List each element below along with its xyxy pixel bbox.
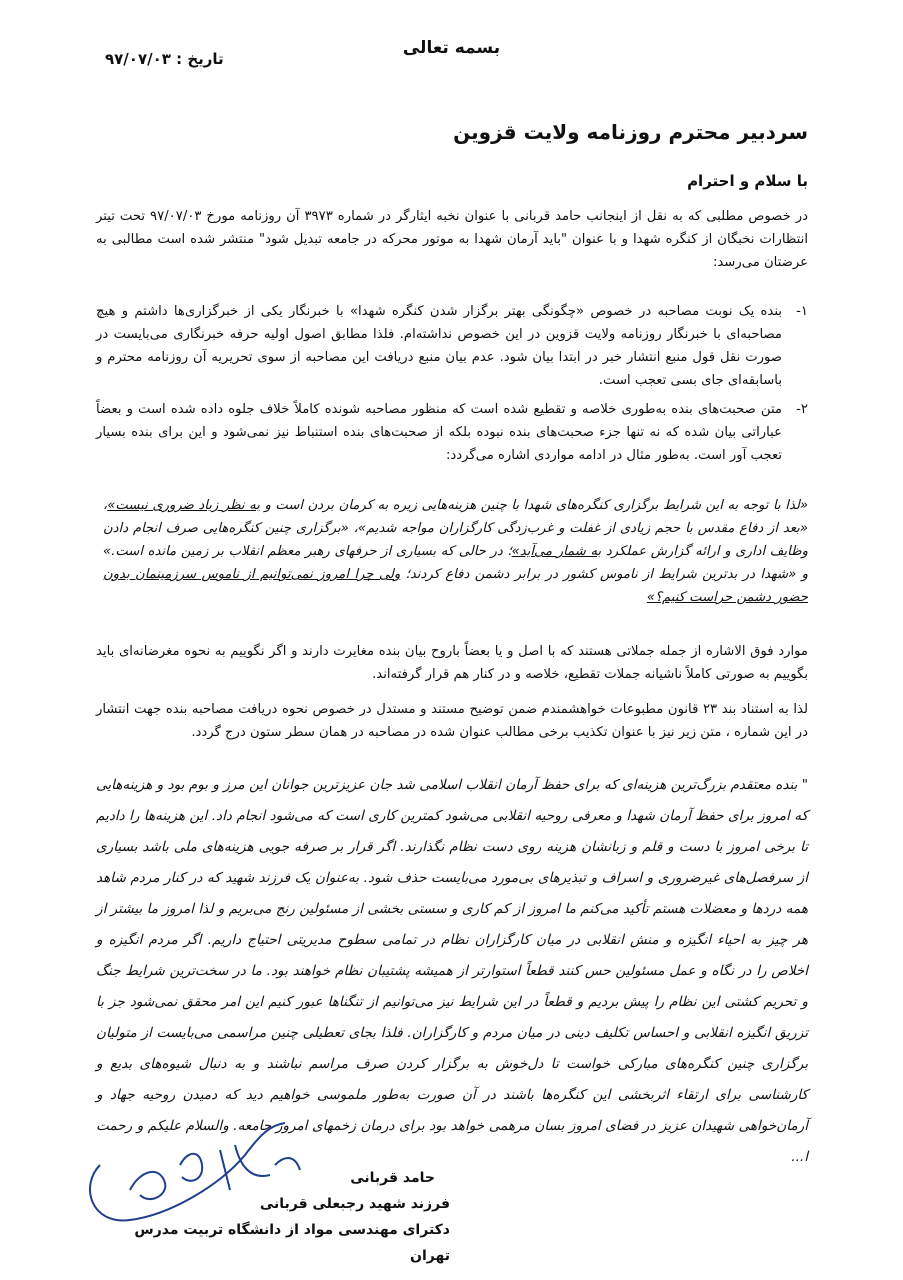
list-item-2	[96, 398, 808, 467]
quoted-excerpts	[103, 494, 808, 609]
greeting: با سلام و احترام	[687, 172, 808, 190]
quote-segment: ، «بعد از دفاع مقدس با حجم زیادی از غفلت و غرب‌زدگی کارگزاران مواجه شدیم»، «برگزاری چنین کنگره‌هایی صرف انجام دادن وظایف اداری و ارائه گزارش عملکرد	[103, 498, 809, 559]
date-value: ۹۷/۰۷/۰۳	[105, 50, 171, 68]
list-item-1	[96, 300, 808, 392]
basmala-heading: بسمه تعالی	[402, 38, 501, 58]
signer-relation: فرزند شهید رجبعلی قربانی	[259, 1196, 450, 1212]
after-quote-paragraph: موارد فوق الاشاره از جمله جملاتی هستند که با اصل و یا بعضاً باروح بیان بنده مغایرت دارند و اگر نگوییم به نحوه مغرضانه‌ای باید بگوییم به صورتی کاملاً ناشیانه جملات تقطیع، خلاصه و در کنار هم قرار گرفته‌اند.	[96, 644, 808, 682]
quote-segment: ؛ در حالی که بسیاری از حرفهای رهبر معظم انقلاب بر زمین مانده است.» و «شهدا در بدترین شرایط از ناموس کشور در برابر دشمن دفاع کردند؛	[103, 544, 808, 582]
list-item-number: ۱-	[796, 304, 808, 319]
quote-segment: «لذا با توجه به این شرایط برگزاری کنگره‌های شهدا با چنین هزینه‌هایی زیره به کرمان بردن است و	[259, 498, 808, 513]
signer-name: حامد قربانی	[350, 1170, 435, 1186]
correction-statement: " بنده معتقدم بزرگ‌ترین هزینه‌ای که برای حفظ آرمان انقلاب اسلامی شد جان عزیزترین جوانان این مرز و بوم بود و هزینه‌هایی که امروز برای حفظ آرمان شهدا و معرفی روحیه انقلابی می‌شود کمترین کاری است که می‌شود انجام داد. این هزینه‌ها را دادیم تا برخی امروز با دست و قلم و زبانشان هزینه روی دست نظام نگذارند. اگر قرار بر صرفه جویی هزینه‌های ملی باشد بسیاری از سرفصل‌های غیرضروری و اسراف و تبذیرهای بی‌مورد می‌بایست حذف شود. به‌عنوان یک فرزند شهید که در کنار مردم شاهد همه دردها و معضلات هستم تأکید می‌کنم ما امروز از کم کاری و سستی بخشی از مسئولین رنج می‌بریم و لذا امروز ما بیشتر از هر چیز به احیاء انگیزه و منش انقلابی در میان کارگزاران نظام در تمامی سطوح مدیریتی احتیاج داریم. اگر مردم انگیزه و اخلاص را در نگاه و عمل مسئولین حس کنند قطعاً استوارتر از همیشه پشتیبان نظام خواهند بود. ما در سخت‌ترین شرایط جنگ و تحریم کشتی این نظام را پیش بردیم و قطعاً در این شرایط نیز می‌توانیم از تنگناها عبور کنیم این امر محقق نمی‌شود جز با تزریق انگیزه انقلابی و احساس تکلیف دینی در میان مردم و کارگزاران. فلذا بجای تعطیلی چنین مراسمی می‌بایست از متولیان برگزاری چنین کنگره‌های مبارکی خواست تا دل‌خوش به برگزار کردن صرف مراسم نباشند و به دنبال شیوه‌های بدیع و کارشناسی برای ارتقاء اثربخشی این کنگره‌ها باشند در آن صورت به‌طور ملموسی خواهیم دید که دمیدن روحیه جهاد و آرمان‌خواهی شهیدان عزیز در فضای امروز بسان مرهمی خواهد بود برای درمان زخمهای امروز جامعه. والسلام علیکم و رحمت ا...	[96, 777, 808, 1165]
signature-block	[110, 1165, 450, 1269]
date-line	[105, 50, 265, 68]
recipient-title: سردبیر محترم روزنامه ولایت قزوین	[453, 120, 808, 144]
quote-underlined-segment: به شمار می‌آید»	[511, 544, 602, 559]
intro-paragraph: در خصوص مطلبی که به نقل از اینجانب حامد قربانی با عنوان نخبه ایثارگر در شماره ۳۹۷۳ آن روزنامه مورخ ۹۷/۰۷/۰۳ تحت تیتر انتظارات نخبگان از کنگره شهدا و با عنوان "باید آرمان شهدا به موتور محرکه در جامعه تبدیل شود" منتشر شده است مطالبی به عرضتان می‌رسد:	[96, 209, 808, 270]
list-item-number: ۲-	[796, 402, 808, 417]
quote-underlined-segment: ولی چرا امروز نمی‌توانیم از ناموس سرزمینمان بدون حضور دشمن حراست کنیم؟»	[103, 567, 808, 605]
signer-title: دکترای مهندسی مواد از دانشگاه تربیت مدرس تهران	[134, 1222, 450, 1264]
date-label: تاریخ :	[176, 50, 224, 68]
law-request-paragraph: لذا به استناد بند ۲۳ قانون مطبوعات خواهشمندم ضمن توضیح مستند و مستدل در خصوص نحوه دریافت مصاحبه بنده جهت انتشار در این شماره ، متن زیر نیز با عنوان تکذیب برخی مطالب عنوان شده در مصاحبه در همان سطر ستون درج گردد.	[96, 702, 809, 740]
list-item-text: متن صحبت‌های بنده به‌طوری خلاصه و تقطیع شده است که منظور مصاحبه شونده کاملاً خلاف جلوه داده شده است و بعضاً عباراتی بیان شده که نه تنها جزء صحبت‌های بنده نبوده بلکه از صحبت‌های بنده استنباط نیز نمی‌شود و این برای بنده بسیار تعجب آور است. به‌طور مثال در ادامه مواردی اشاره می‌گردد:	[96, 402, 782, 463]
quote-underlined-segment: به نظر زیاد ضروری نیست»	[107, 498, 260, 513]
list-item-text: بنده یک نوبت مصاحبه در خصوص «چگونگی بهتر برگزار شدن کنگره شهدا» با خبرنگار یکی از خبرگزاری‌ها داشتم و هیچ مصاحبه‌ای با خبرنگار روزنامه ولایت قزوین در این خصوص نداشته‌ام. فلذا مطابق اصول اولیه حرفه خبرنگاری می‌بایست در صورت نقل قول منبع انتشار خبر در ابتدا بیان شود. عدم بیان منبع دریافت این مصاحبه از سوی تحریریه آن روزنامه محترم و باسابقه‌ای جای بسی تعجب است.	[96, 304, 782, 388]
